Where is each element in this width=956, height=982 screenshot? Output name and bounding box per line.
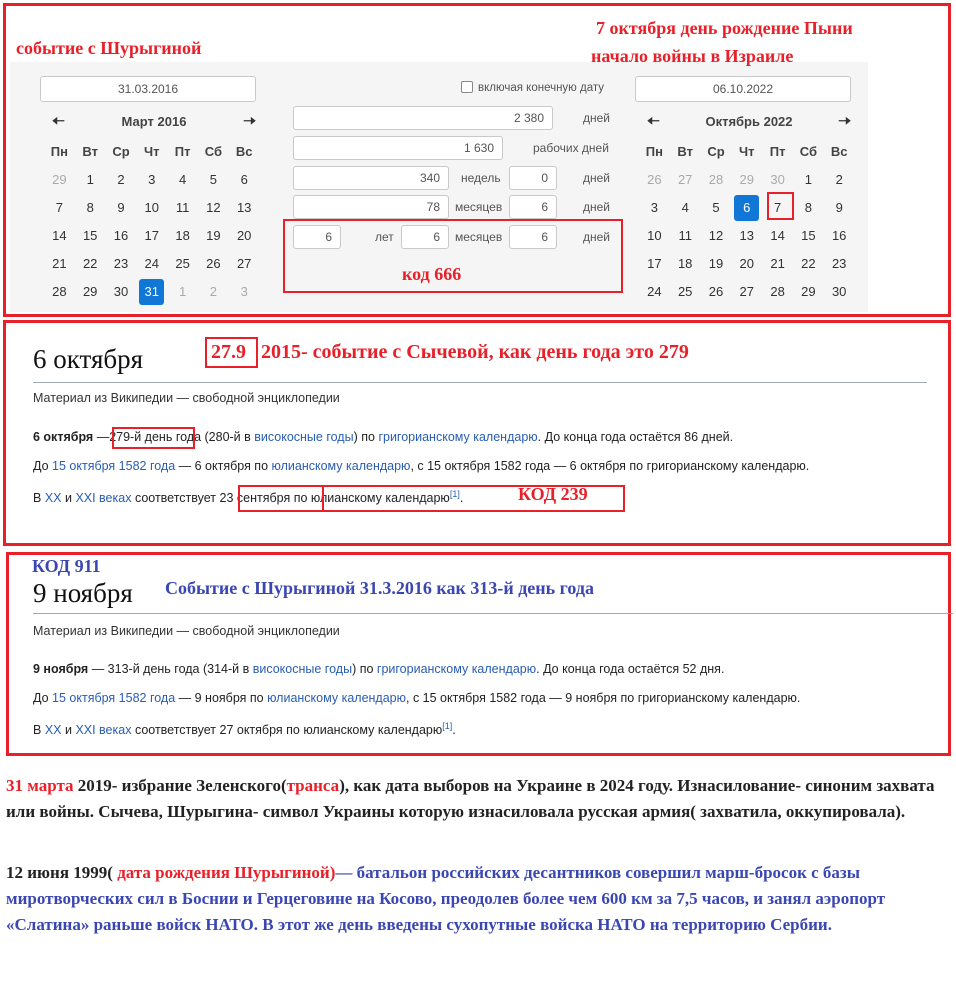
leap-years-link[interactable]: високосные годы [252, 662, 353, 676]
calendar-day[interactable]: 12 [206, 200, 221, 215]
months-label: месяцев [455, 200, 503, 214]
note-date-march-31: 31 марта [6, 776, 74, 795]
xxi-century-link[interactable]: XXI веках [75, 723, 132, 738]
calendar-day[interactable]: 22 [801, 256, 816, 271]
calendar-day[interactable]: 18 [175, 228, 190, 243]
weekday-header: Вс [235, 144, 253, 159]
page-subtitle: Материал из Википедии — свободной энциклопедии [33, 624, 340, 638]
weekday-header: Пн [645, 144, 663, 159]
calendar-day[interactable]: 4 [681, 200, 689, 215]
weekday-header: Ср [112, 144, 130, 159]
calendar-day[interactable]: 17 [647, 256, 662, 271]
text: — 9 ноября по [175, 691, 268, 705]
page-title: 6 октября [33, 344, 144, 374]
calendar-day[interactable]: 30 [831, 284, 847, 299]
months-result-field[interactable]: 78 [293, 195, 449, 219]
calendar-day[interactable]: 1 [178, 284, 187, 299]
article-line-2 [33, 459, 809, 473]
text: года (280-й в [172, 430, 255, 444]
start-date-input[interactable]: 31.03.2016 [40, 76, 256, 102]
leap-years-link[interactable]: високосные годы [254, 430, 354, 444]
sept-23-frame [238, 485, 324, 512]
calendar-day[interactable]: 20 [739, 256, 755, 271]
text: ), как дата выборов на Украине в 2024 году. Изнасилование- синоним захвата или войны. Сычева, Шурыгина- символ Украины которую изнасиловала русская армия( захватила, оккупировала). [6, 776, 935, 821]
calendar-day[interactable]: 14 [770, 228, 785, 243]
calendar-day[interactable]: 8 [804, 200, 812, 215]
text: 12 июня 1999( [6, 863, 118, 882]
text: . До конца года остаётся 52 дня. [536, 662, 725, 676]
weekday-header: Ср [707, 144, 725, 159]
calendar-day[interactable]: 29 [82, 284, 98, 299]
calendar-day[interactable]: 29 [52, 172, 67, 187]
reference-link[interactable]: [1] [449, 489, 460, 499]
day-279-frame [112, 427, 195, 449]
note-paragraph-1 [6, 773, 942, 825]
gregorian-calendar-link[interactable]: григорианскому календарю [378, 430, 538, 444]
julian-date: 23 сентября [219, 491, 291, 506]
calendar-day[interactable]: 24 [144, 256, 160, 271]
end-calendar-title: Октябрь 2022 [705, 114, 793, 129]
calendar-day[interactable]: 26 [647, 172, 662, 187]
weekday-header: Пт [769, 144, 786, 159]
calendar-day[interactable]: 4 [178, 172, 187, 187]
calendar-day[interactable]: 21 [52, 256, 67, 271]
text: В [33, 491, 45, 506]
annotation-date-27-9: 27.9 [211, 341, 246, 363]
days-label: дней [583, 111, 611, 125]
calendar-day[interactable]: 28 [708, 172, 724, 187]
title-divider [33, 613, 953, 614]
text: соответствует 27 октября по юлианскому календарю [131, 723, 443, 738]
calendar-day[interactable]: 12 [708, 228, 724, 243]
calendar-day[interactable]: 21 [770, 256, 785, 271]
calendar-day[interactable]: 23 [831, 256, 847, 271]
days-result-field[interactable]: 2 380 [293, 106, 553, 130]
day7-highlight [767, 192, 794, 220]
text: . [452, 723, 456, 738]
calendar-day[interactable]: 28 [52, 284, 67, 299]
calendar-day[interactable]: 9 [117, 200, 125, 215]
calendar-day[interactable]: 2 [117, 172, 125, 187]
weekday-header: Вт [677, 144, 693, 159]
xx-century-link[interactable]: XX [44, 491, 62, 506]
article-term: 9 ноября [33, 662, 89, 676]
text: В [33, 723, 45, 738]
ym-months-label: месяцев [455, 230, 503, 244]
calendar-day[interactable]: 29 [739, 172, 755, 187]
text: . [459, 491, 464, 506]
calendar-day[interactable]: 27 [236, 256, 252, 271]
calendar-day[interactable]: 29 [801, 284, 816, 299]
calendar-day[interactable]: 1 [804, 172, 812, 187]
julian-calendar-link[interactable]: юлианскому календарю [271, 459, 411, 473]
weeks-remainder-label: дней [583, 171, 611, 185]
xxi-century-link[interactable]: XXI веках [75, 491, 132, 506]
weekday-header: Пн [50, 144, 68, 159]
weekday-header: Чт [739, 144, 755, 159]
calendar-day[interactable]: 5 [209, 172, 217, 187]
years-result-field[interactable]: 6 [293, 225, 341, 249]
calendar-day[interactable]: 16 [831, 228, 847, 243]
annotation-code666: код 666 [402, 264, 462, 284]
gregorian-calendar-link[interactable]: григорианскому календарю [376, 662, 537, 676]
text: , с 15 октября 1582 года — 9 ноября по григорианскому календарю. [406, 691, 801, 705]
page-title: 9 ноября [33, 578, 133, 608]
calendar-day[interactable]: 3 [148, 172, 156, 187]
calendar-day[interactable]: 6 [240, 172, 248, 187]
months-remainder-field[interactable]: 6 [509, 195, 557, 219]
calendar-day[interactable]: 11 [175, 200, 190, 215]
text: 2019- избрание Зеленского( [73, 776, 287, 795]
note-trans: транса [286, 776, 340, 795]
calendar-day[interactable]: 27 [677, 172, 693, 187]
weekday-header: Чт [144, 144, 160, 159]
calendar-day[interactable]: 22 [82, 256, 98, 271]
annotation-putin-birthday: 7 октября день рождение Пыни [596, 18, 853, 38]
calendar-day[interactable]: 10 [647, 228, 662, 243]
xx-century-link[interactable]: XX [44, 723, 62, 738]
text: и [61, 491, 76, 506]
calendar-day[interactable]: 9 [835, 200, 843, 215]
calendar-day[interactable]: 8 [86, 200, 94, 215]
start-calendar-title: Март 2016 [121, 114, 187, 129]
calendar-day[interactable]: 27 [739, 284, 755, 299]
annotation-israel-war: начало войны в Израиле [591, 46, 794, 66]
selected-day[interactable]: 6 [734, 195, 759, 221]
text: — батальон российских десантников совершил марш-бросок с базы миротворческих сил в Боснии и Герцеговине на Косово, преодолев более чем 600 км за 7,5 часов, и занял аэропорт «Слатина» раньше войск НАТО. В этот же день введены сухопутные войска НАТО на территорию Сербии. [6, 863, 886, 934]
text: соответствует [131, 491, 220, 506]
article-line-3 [33, 721, 456, 737]
include-end-date-label: включая конечную дату [478, 82, 604, 94]
calendar-day[interactable]: 13 [739, 228, 755, 243]
note-birth-date: дата рождения Шурыгиной) [117, 863, 336, 882]
text: . До конца года остаётся 86 дней. [537, 430, 734, 444]
calendar-day[interactable]: 25 [175, 256, 190, 271]
text: по юлианскому календарю [290, 491, 450, 506]
weekday-header: Сб [204, 144, 222, 159]
text: — 6 октября по [175, 459, 272, 473]
annotation-code239: КОД 239 [518, 484, 588, 504]
oct-15-1582-link[interactable]: 15 октября 1582 года [52, 691, 176, 705]
reference-link[interactable]: [1] [442, 721, 453, 731]
weekday-header: Вс [830, 144, 848, 159]
calendar-day[interactable]: 3 [650, 200, 659, 215]
article-line-1 [33, 662, 724, 676]
text: и [61, 723, 76, 738]
calendar-day[interactable]: 30 [113, 284, 129, 299]
prev-month-arrow-icon[interactable]: 🠠 [647, 113, 660, 130]
calendar-day[interactable]: 14 [52, 228, 67, 243]
calendar-day[interactable]: 11 [678, 228, 692, 243]
text: , с 15 октября 1582 года — 6 октября по григорианскому календарю. [410, 459, 810, 473]
calendar-day[interactable]: 20 [236, 228, 252, 243]
weekday-header: Пт [174, 144, 191, 159]
page-subtitle: Материал из Википедии — свободной энциклопедии [33, 391, 340, 405]
text: ) по [352, 662, 377, 676]
ym-days-field[interactable]: 6 [509, 225, 557, 249]
calendar-day[interactable]: 2 [209, 284, 217, 299]
selected-day[interactable]: 31 [139, 279, 164, 305]
annotation-shurygina-event: событие с Шурыгиной [16, 38, 202, 58]
text: До [33, 691, 53, 705]
calendar-day[interactable]: 3 [240, 284, 248, 299]
calendar-day[interactable]: 7 [773, 200, 782, 215]
calendar-day[interactable]: 5 [712, 200, 720, 215]
article-line-2 [33, 691, 800, 705]
annotation-sycheva: 2015- событие с Сычевой, как день года это 279 [261, 341, 689, 363]
text: — 313-й день года (314-й в [88, 662, 253, 676]
calendar-day[interactable]: 15 [82, 228, 98, 243]
months-remainder-label: дней [583, 200, 611, 214]
next-month-arrow-icon[interactable]: 🠢 [838, 113, 851, 130]
calendar-day[interactable]: 10 [144, 200, 160, 215]
text: — [93, 430, 110, 444]
calendar-day[interactable]: 18 [677, 256, 693, 271]
calendar-day[interactable]: 26 [206, 256, 221, 271]
calendar-day[interactable]: 17 [144, 228, 160, 243]
calendar-day[interactable]: 30 [770, 172, 785, 187]
calendar-day[interactable]: 25 [677, 284, 693, 299]
calendar-day[interactable]: 13 [236, 200, 252, 215]
next-month-arrow-icon[interactable]: 🠢 [243, 113, 256, 130]
weeks-label: недель [461, 171, 501, 185]
annotation-shurygina-313: Событие с Шурыгиной 31.3.2016 как 313-й день года [165, 578, 594, 598]
prev-month-arrow-icon[interactable]: 🠠 [52, 113, 65, 130]
calendar-day[interactable]: 16 [113, 228, 129, 243]
workdays-result-field[interactable]: 1 630 [293, 136, 503, 160]
day-of-year: 279-й день [109, 430, 173, 444]
calendar-day[interactable]: 2 [835, 172, 843, 187]
ym-days-label: дней [583, 230, 611, 244]
annotation-code911: КОД 911 [32, 556, 101, 576]
calendar-day[interactable]: 7 [55, 200, 64, 215]
ym-months-field[interactable]: 6 [401, 225, 449, 249]
text: До [33, 459, 53, 473]
weeks-remainder-field[interactable]: 0 [509, 166, 557, 190]
calendar-day[interactable]: 1 [86, 172, 94, 187]
weeks-result-field[interactable]: 340 [293, 166, 449, 190]
calendar-day[interactable]: 19 [206, 228, 221, 243]
calendar-day[interactable]: 23 [113, 256, 129, 271]
oct-15-1582-link[interactable]: 15 октября 1582 года [52, 459, 176, 473]
calendar-day[interactable]: 15 [801, 228, 816, 243]
calendar-day[interactable]: 26 [708, 284, 724, 299]
text: ) по [353, 430, 379, 444]
calendar-day[interactable]: 28 [770, 284, 785, 299]
weekday-header: Сб [799, 144, 817, 159]
title-divider [33, 382, 927, 383]
end-date-input[interactable]: 06.10.2022 [635, 76, 851, 102]
article-term: 6 октября [33, 430, 94, 444]
workdays-label: рабочих дней [533, 141, 609, 155]
years-label: лет [375, 230, 394, 244]
weekday-header: Вт [82, 144, 98, 159]
note-paragraph-2 [6, 860, 942, 938]
calendar-day[interactable]: 19 [708, 256, 724, 271]
julian-calendar-link[interactable]: юлианскому календарю [267, 691, 406, 705]
calendar-day[interactable]: 24 [647, 284, 662, 299]
